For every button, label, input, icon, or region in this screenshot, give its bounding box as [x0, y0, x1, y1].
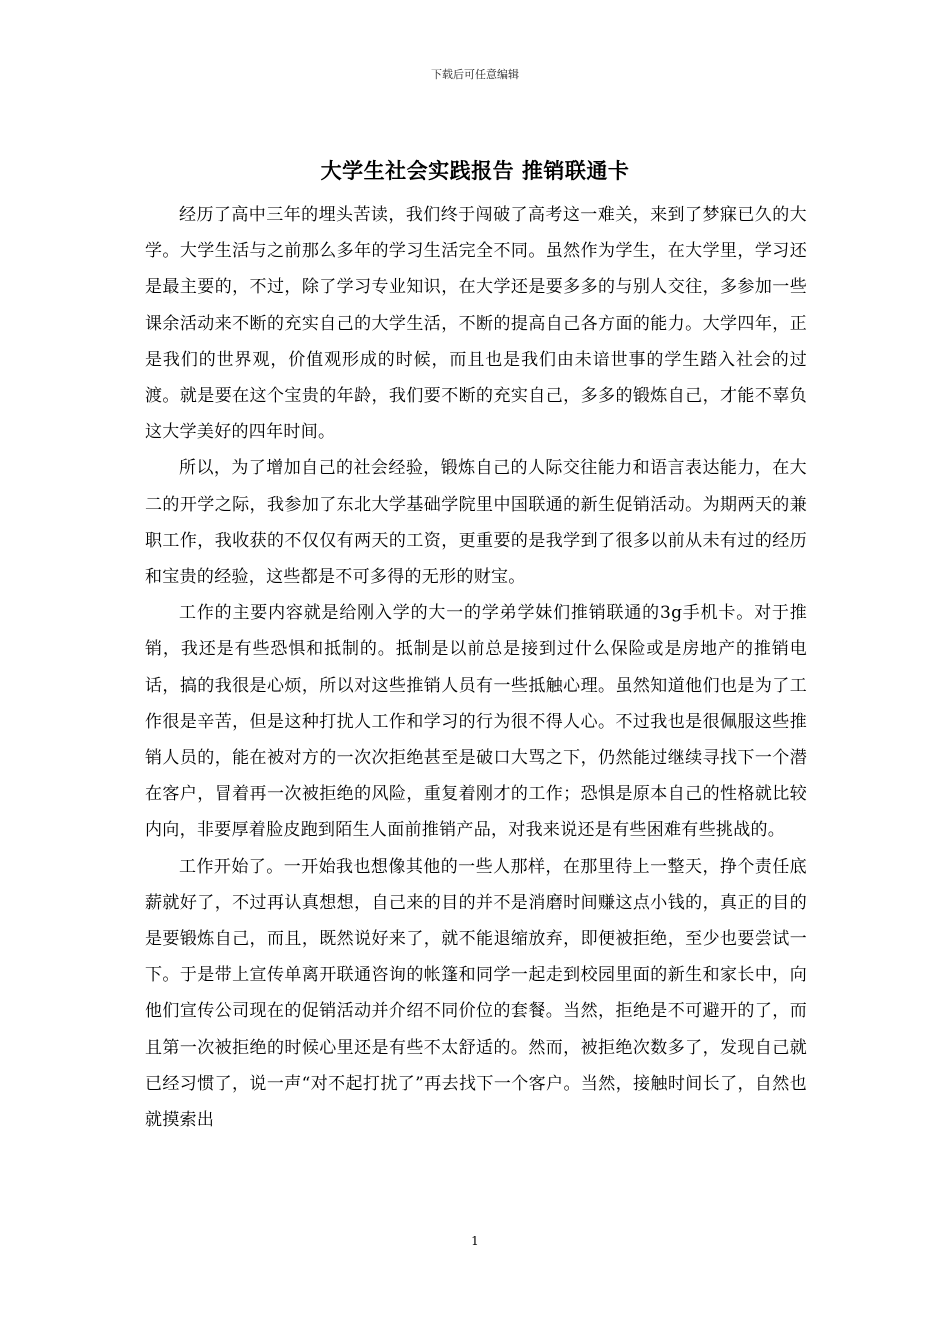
paragraph-3: 工作的主要内容就是给刚入学的大一的学弟学妹们推销联通的3g手机卡。对于推销，我还是有些恐惧和抵制的。抵制是以前总是接到过什么保险或是房地产的推销电话，搞的我很是心烦，所以对这些推销人员有一些抵触心理。虽然知道他们也是为了工作很是辛苦，但是这种打扰人工作和学习的行为很不得人心。不过我也是很佩服这些推销人员的，能在被对方的一次次拒绝甚至是破口大骂之下，仍然能过继续寻找下一个潜在客户，冒着再一次被拒绝的风险，重复着刚才的工作；恐惧是原本自己的性格就比较内向，非要厚着脸皮跑到陌生人面前推销产品，对我来说还是有些困难有些挑战的。	[145, 603, 807, 841]
paragraph-4: 工作开始了。一开始我也想像其他的一些人那样，在那里待上一整天，挣个责任底薪就好了，不过再认真想想，自己来的目的并不是消磨时间赚这点小钱的，真正的目的是要锻炼自己，而且，既然说好来了，就不能退缩放弃，即便被拒绝，至少也要尝试一下。于是带上宣传单离开联通咨询的帐篷和同学一起走到校园里面的新生和家长中，向他们宣传公司现在的促销活动并介绍不同价位的套餐。当然，拒绝是不可避开的了，而且第一次被拒绝的时候心里还是有些不太舒适的。然而，被拒绝次数多了，发现自己就已经习惯了，说一声“对不起打扰了”再去找下一个客户。当然，接触时间长了，自然也就摸索出	[145, 856, 807, 1131]
paragraph-2: 所以，为了增加自己的社会经验，锻炼自己的人际交往能力和语言表达能力，在大二的开学之际，我参加了东北大学基础学院里中国联通的新生促销活动。为期两天的兼职工作，我收获的不仅仅有两天的工资，更重要的是我学到了很多以前从未有过的经历和宝贵的经验，这些都是不可多得的无形的财宝。	[145, 458, 807, 588]
paragraph-1: 经历了高中三年的埋头苦读，我们终于闯破了高考这一难关，来到了梦寐已久的大学。大学生活与之前那么多年的学习生活完全不同。虽然作为学生，在大学里，学习还是最主要的，不过，除了学习专业知识，在大学还是要多多的与别人交往，多参加一些课余活动来不断的充实自己的大学生活，不断的提高自己各方面的能力。大学四年，正是我们的世界观，价值观形成的时候，而且也是我们由未谙世事的学生踏入社会的过渡。就是要在这个宝贵的年龄，我们要不断的充实自己，多多的锻炼自己，才能不辜负这大学美好的四年时间。	[145, 205, 807, 443]
document-title: 大学生社会实践报告 推销联通卡	[320, 159, 630, 183]
header-note: 下载后可任意编辑	[431, 68, 519, 81]
page-number: 1	[471, 1234, 479, 1248]
document-body	[145, 197, 807, 1138]
